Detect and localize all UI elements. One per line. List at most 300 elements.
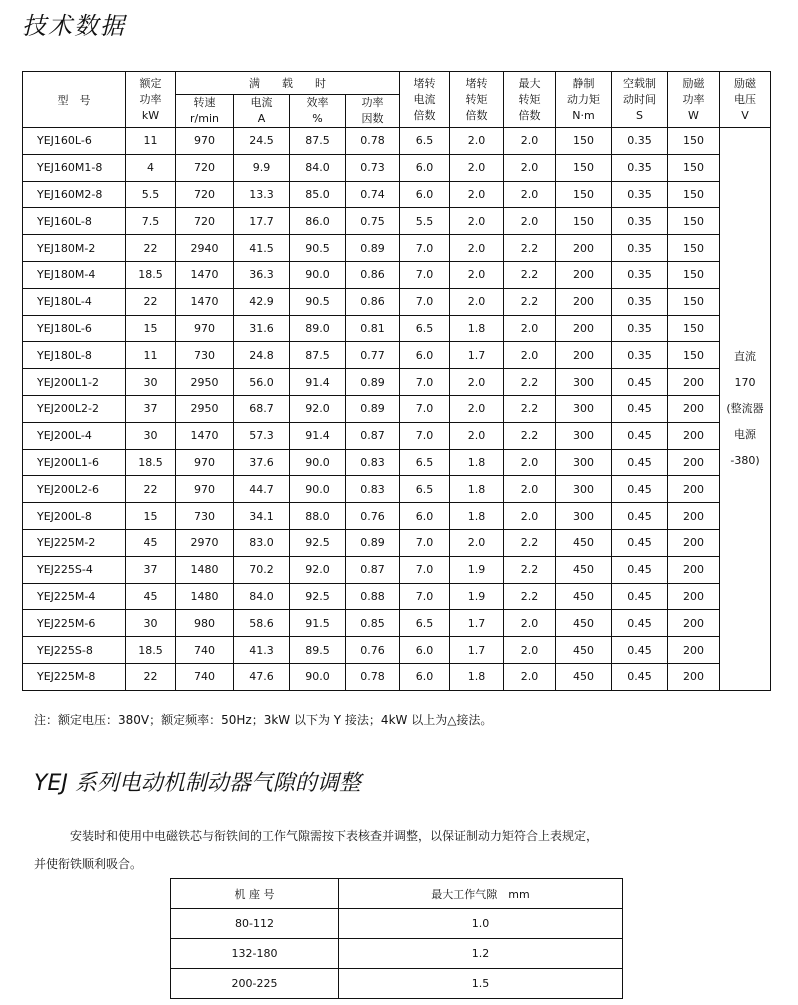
table-cell: 84.0 [234,583,290,610]
table-cell: 89.0 [290,315,346,342]
table-cell: 7.0 [400,529,450,556]
table-cell: 86.0 [290,208,346,235]
table-cell: 450 [556,583,612,610]
table-cell: 980 [176,610,234,637]
model-cell: YEJ200L1-2 [23,369,126,396]
table-cell: 2.0 [504,128,556,155]
table-cell: 2.0 [450,369,504,396]
table-cell: 68.7 [234,395,290,422]
table-cell: 18.5 [126,449,176,476]
table-cell: 15 [126,503,176,530]
table-cell: 2.0 [504,208,556,235]
table-cell: 0.89 [346,395,400,422]
model-cell: YEJ225S-8 [23,637,126,664]
table-cell: 2970 [176,529,234,556]
table-cell: 1470 [176,288,234,315]
model-cell: YEJ180M-2 [23,235,126,262]
table-cell: 0.89 [346,529,400,556]
table-cell: 41.3 [234,637,290,664]
table-cell: 15 [126,315,176,342]
table-cell: 30 [126,369,176,396]
table-cell: 1480 [176,556,234,583]
air-gap-table [170,878,623,999]
air-gap-cell: 1.0 [339,909,623,939]
table-cell: 0.77 [346,342,400,369]
table-cell: 2.0 [504,637,556,664]
table-cell: 0.45 [612,529,668,556]
table-cell: 36.3 [234,261,290,288]
table-cell: 31.6 [234,315,290,342]
table-cell: 11 [126,128,176,155]
model-cell: YEJ225M-4 [23,583,126,610]
table-cell: 6.0 [400,637,450,664]
header-efficiency: 效率 % [290,95,346,128]
table-cell: 87.5 [290,128,346,155]
table-cell: 2.0 [450,128,504,155]
table-row [171,939,623,969]
table-row [23,422,771,449]
table-cell: 87.5 [290,342,346,369]
table-cell: 2.0 [504,342,556,369]
table-cell: 200 [556,235,612,262]
table-row [171,909,623,939]
table-cell: 0.45 [612,556,668,583]
table-cell: 2.0 [450,235,504,262]
table-cell: 150 [668,261,720,288]
table-cell: 1.8 [450,449,504,476]
table-cell: 970 [176,449,234,476]
spec-table [22,71,771,691]
table-row [23,181,771,208]
table-cell: 150 [556,181,612,208]
table-cell: 2940 [176,235,234,262]
air-gap-table-body [171,909,623,999]
table-cell: 22 [126,663,176,690]
table-cell: 1480 [176,583,234,610]
table-cell: 200 [668,503,720,530]
table-cell: 970 [176,315,234,342]
table-cell: 18.5 [126,637,176,664]
table-cell: 450 [556,663,612,690]
table-cell: 730 [176,503,234,530]
table-cell: 6.5 [400,128,450,155]
table-cell: 150 [668,208,720,235]
table-cell: 150 [668,288,720,315]
table-cell: 200 [668,449,720,476]
header-static-brake-torque: 静制 动力矩 N·m [556,72,612,128]
table-cell: 0.87 [346,422,400,449]
table-cell: 37 [126,556,176,583]
table-cell: 200 [556,288,612,315]
model-cell: YEJ180L-8 [23,342,126,369]
table-cell: 2.0 [450,529,504,556]
table-cell: 0.45 [612,610,668,637]
table-cell: 6.0 [400,154,450,181]
table-cell: 2.2 [504,288,556,315]
table-cell: 89.5 [290,637,346,664]
table-cell: 150 [668,315,720,342]
footnote: 注：额定电压：380V；额定频率：50Hz；3kW 以下为 Y 接法；4kW 以上为△接法。 [34,713,493,727]
table-cell: 150 [668,342,720,369]
table-cell: 17.7 [234,208,290,235]
table-cell: 7.0 [400,288,450,315]
table-cell: 18.5 [126,261,176,288]
table-cell: 91.4 [290,369,346,396]
table-cell: 7.0 [400,369,450,396]
table-cell: 740 [176,637,234,664]
table-cell: 6.5 [400,449,450,476]
paragraph-line-2: 并使衔铁顺利吸合。 [34,857,143,871]
table-row [23,663,771,690]
table-cell: 30 [126,610,176,637]
table-cell: 2.0 [504,610,556,637]
table-cell: 90.0 [290,449,346,476]
table-cell: 5.5 [126,181,176,208]
table-cell: 200 [668,422,720,449]
table-cell: 5.5 [400,208,450,235]
table-row [23,261,771,288]
table-cell: 1470 [176,261,234,288]
table-cell: 450 [556,610,612,637]
table-cell: 0.45 [612,583,668,610]
table-cell: 0.88 [346,583,400,610]
table-cell: 90.0 [290,476,346,503]
table-cell: 0.81 [346,315,400,342]
table-row [23,395,771,422]
table-cell: 90.5 [290,235,346,262]
table-cell: 4 [126,154,176,181]
table-row [23,449,771,476]
table-cell: 740 [176,663,234,690]
table-cell: 720 [176,208,234,235]
table-cell: 45 [126,529,176,556]
table-cell: 0.35 [612,235,668,262]
frame-number-cell: 80-112 [171,909,339,939]
table-cell: 45 [126,583,176,610]
model-cell: YEJ200L-4 [23,422,126,449]
header-no-load-brake-time: 空载制 动时间 S [612,72,668,128]
table-cell: 0.76 [346,637,400,664]
table-cell: 7.0 [400,583,450,610]
table-cell: 41.5 [234,235,290,262]
table-cell: 2.0 [450,154,504,181]
header-max-torque: 最大 转矩 倍数 [504,72,556,128]
table-cell: 0.75 [346,208,400,235]
table-cell: 6.5 [400,476,450,503]
model-cell: YEJ180M-4 [23,261,126,288]
header-speed: 转速 r/min [176,95,234,128]
model-cell: YEJ200L1-6 [23,449,126,476]
table-cell: 0.45 [612,449,668,476]
table-cell: 1.8 [450,663,504,690]
table-cell: 970 [176,476,234,503]
table-cell: 2.0 [450,288,504,315]
spec-table-body [23,128,771,691]
table-cell: 300 [556,476,612,503]
table-row [23,342,771,369]
table-cell: 85.0 [290,181,346,208]
table-cell: 300 [556,395,612,422]
table-row [23,637,771,664]
header-excitation-voltage: 励磁 电压 V [720,72,771,128]
table-cell: 92.0 [290,556,346,583]
table-cell: 37.6 [234,449,290,476]
table-cell: 7.0 [400,235,450,262]
paragraph-line-1: 安装时和使用中电磁铁芯与衔铁间的工作气隙需按下表核查并调整，以保证制动力矩符合上表规定， [70,829,599,843]
table-cell: 2.2 [504,235,556,262]
model-cell: YEJ160L-6 [23,128,126,155]
model-cell: YEJ200L-8 [23,503,126,530]
table-cell: 92.5 [290,583,346,610]
table-cell: 22 [126,235,176,262]
table-cell: 1.9 [450,583,504,610]
table-cell: 0.35 [612,208,668,235]
table-cell: 2950 [176,369,234,396]
table-row [23,235,771,262]
table-cell: 200 [668,583,720,610]
table-cell: 0.45 [612,395,668,422]
table-cell: 6.0 [400,181,450,208]
table-cell: 200 [556,261,612,288]
table-cell: 2.2 [504,556,556,583]
table-row [23,610,771,637]
table-cell: 0.73 [346,154,400,181]
table-cell: 200 [668,556,720,583]
header-power-factor: 功率 因数 [346,95,400,128]
table-cell: 0.76 [346,503,400,530]
model-cell: YEJ200L2-2 [23,395,126,422]
table-cell: 1.8 [450,476,504,503]
table-cell: 56.0 [234,369,290,396]
table-cell: 58.6 [234,610,290,637]
table-cell: 2.2 [504,395,556,422]
instruction-paragraph [34,822,774,878]
header-rated-power: 额定 功率 kW [126,72,176,128]
table-cell: 0.83 [346,476,400,503]
table-cell: 0.45 [612,637,668,664]
table-cell: 47.6 [234,663,290,690]
table-cell: 1470 [176,422,234,449]
table-cell: 720 [176,154,234,181]
header-full-load: 满 载 时 [176,72,400,95]
table-cell: 0.45 [612,503,668,530]
frame-number-cell: 132-180 [171,939,339,969]
table-cell: 300 [556,449,612,476]
table-cell: 970 [176,128,234,155]
table-cell: 150 [556,208,612,235]
table-cell: 2.0 [450,181,504,208]
table-cell: 200 [556,342,612,369]
table-cell: 6.5 [400,610,450,637]
air-gap-cell: 1.2 [339,939,623,969]
header-frame-number: 机 座 号 [171,879,339,909]
table-cell: 6.0 [400,503,450,530]
table-cell: 0.45 [612,476,668,503]
table-cell: 34.1 [234,503,290,530]
section-title-tech-data: 技术数据 [22,12,126,40]
table-cell: 24.8 [234,342,290,369]
table-cell: 90.5 [290,288,346,315]
table-cell: 7.5 [126,208,176,235]
table-row [23,208,771,235]
header-excitation-power: 励磁 功率 W [668,72,720,128]
table-cell: 0.74 [346,181,400,208]
table-cell: 42.9 [234,288,290,315]
table-cell: 0.89 [346,369,400,396]
excitation-voltage-cell [720,128,771,691]
table-cell: 2.0 [504,181,556,208]
header-current: 电流 A [234,95,290,128]
table-row [23,369,771,396]
table-row [23,288,771,315]
table-cell: 0.35 [612,154,668,181]
table-cell: 0.85 [346,610,400,637]
table-cell: 2.2 [504,261,556,288]
table-cell: 84.0 [290,154,346,181]
table-row [171,969,623,999]
header-model: 型 号 [23,72,126,128]
header-locked-torque: 堵转 转矩 倍数 [450,72,504,128]
table-cell: 2.0 [504,154,556,181]
model-cell: YEJ160L-8 [23,208,126,235]
voltage-line: 170 [734,375,756,389]
table-cell: 300 [556,422,612,449]
table-cell: 22 [126,288,176,315]
table-cell: 90.0 [290,663,346,690]
table-cell: 150 [668,154,720,181]
table-cell: 1.7 [450,342,504,369]
table-cell: 200 [668,529,720,556]
table-cell: 7.0 [400,395,450,422]
table-cell: 0.35 [612,288,668,315]
table-cell: 0.78 [346,128,400,155]
table-cell: 37 [126,395,176,422]
table-cell: 200 [668,610,720,637]
table-cell: 24.5 [234,128,290,155]
table-cell: 200 [668,637,720,664]
table-row [23,556,771,583]
air-gap-cell: 1.5 [339,969,623,999]
table-cell: 2950 [176,395,234,422]
table-cell: 7.0 [400,556,450,583]
table-cell: 6.0 [400,342,450,369]
model-cell: YEJ160M2-8 [23,181,126,208]
table-cell: 0.86 [346,288,400,315]
table-cell: 2.2 [504,422,556,449]
section-title-air-gap: YEJ 系列电动机制动器气隙的调整 [34,771,361,796]
table-cell: 2.0 [450,261,504,288]
table-cell: 450 [556,529,612,556]
table-cell: 730 [176,342,234,369]
table-cell: 0.45 [612,422,668,449]
table-cell: 0.83 [346,449,400,476]
table-cell: 11 [126,342,176,369]
table-cell: 200 [668,663,720,690]
model-cell: YEJ225M-6 [23,610,126,637]
table-cell: 13.3 [234,181,290,208]
table-cell: 0.87 [346,556,400,583]
table-cell: 2.2 [504,583,556,610]
table-cell: 150 [668,235,720,262]
table-cell: 57.3 [234,422,290,449]
header-max-air-gap: 最大工作气隙 mm [339,879,623,909]
table-cell: 2.2 [504,369,556,396]
table-cell: 150 [556,154,612,181]
table-cell: 200 [668,395,720,422]
table-cell: 2.0 [450,395,504,422]
table-cell: 2.0 [504,503,556,530]
table-row [23,315,771,342]
table-cell: 0.35 [612,261,668,288]
table-cell: 7.0 [400,422,450,449]
table-cell: 0.78 [346,663,400,690]
table-cell: 450 [556,556,612,583]
table-cell: 200 [668,476,720,503]
model-cell: YEJ180L-6 [23,315,126,342]
model-cell: YEJ225S-4 [23,556,126,583]
table-row [23,128,771,155]
table-cell: 1.7 [450,610,504,637]
table-cell: 1.8 [450,315,504,342]
table-cell: 44.7 [234,476,290,503]
table-row [23,529,771,556]
table-cell: 2.0 [504,449,556,476]
voltage-line: 电源 [734,427,756,441]
table-cell: 91.4 [290,422,346,449]
table-cell: 92.5 [290,529,346,556]
table-cell: 6.5 [400,315,450,342]
table-row [23,476,771,503]
model-cell: YEJ200L2-6 [23,476,126,503]
table-cell: 92.0 [290,395,346,422]
table-cell: 83.0 [234,529,290,556]
voltage-line: (整流器 [726,401,764,415]
table-cell: 300 [556,503,612,530]
table-cell: 6.0 [400,663,450,690]
table-cell: 2.2 [504,529,556,556]
model-cell: YEJ180L-4 [23,288,126,315]
header-locked-current: 堵转 电流 倍数 [400,72,450,128]
table-cell: 70.2 [234,556,290,583]
table-cell: 2.0 [450,422,504,449]
table-cell: 0.86 [346,261,400,288]
table-cell: 200 [668,369,720,396]
frame-number-cell: 200-225 [171,969,339,999]
model-cell: YEJ225M-8 [23,663,126,690]
table-cell: 2.0 [450,208,504,235]
table-cell: 2.0 [504,476,556,503]
table-cell: 91.5 [290,610,346,637]
table-cell: 2.0 [504,315,556,342]
voltage-line: -380) [730,453,760,467]
table-cell: 450 [556,637,612,664]
table-cell: 0.45 [612,369,668,396]
table-cell: 150 [668,128,720,155]
table-cell: 2.0 [504,663,556,690]
table-cell: 1.9 [450,556,504,583]
table-cell: 0.35 [612,181,668,208]
table-cell: 0.89 [346,235,400,262]
table-cell: 200 [556,315,612,342]
table-cell: 720 [176,181,234,208]
table-cell: 150 [668,181,720,208]
table-cell: 30 [126,422,176,449]
table-cell: 22 [126,476,176,503]
table-row [23,583,771,610]
table-cell: 0.45 [612,663,668,690]
table-cell: 150 [556,128,612,155]
voltage-line: 直流 [734,349,756,363]
